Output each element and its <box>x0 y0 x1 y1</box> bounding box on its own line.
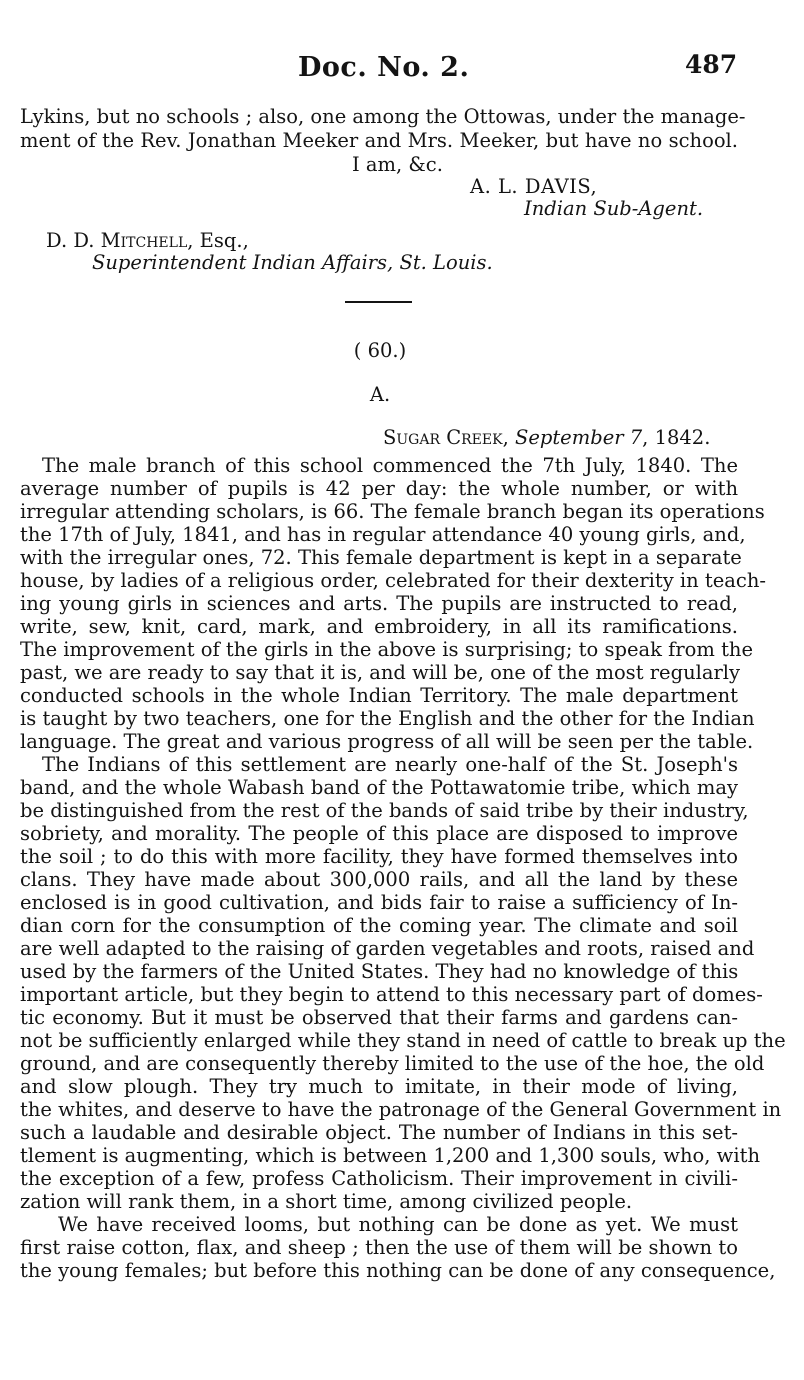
body-line: sobriety, and morality. The people of this place are disposed to improve <box>20 822 738 845</box>
body-line: enclosed is in good cultivation, and bids fair to raise a sufficiency of In- <box>20 891 738 914</box>
body-line: is taught by two teachers, one for the English and the other for the Indian <box>20 707 755 730</box>
body-line: house, by ladies of a religious order, celebrated for their dexterity in teach- <box>20 569 766 592</box>
body-line: ground, and are consequently thereby limited to the use of the hoe, the old <box>20 1052 765 1075</box>
page-header-title: Doc. No. 2. <box>298 52 470 83</box>
body-line: the soil ; to do this with more facility, they have formed themselves into <box>20 845 738 868</box>
body-line: We have received looms, but nothing can be done as yet. We must <box>58 1213 738 1236</box>
letter-line: Lykins, but no schools ; also, one among the Ottowas, under the manage- <box>20 105 746 128</box>
body-line: are well adapted to the raising of garden vegetables and roots, raised and <box>20 937 755 960</box>
body-line: with the irregular ones, 72. This female department is kept in a separate <box>20 546 742 569</box>
section-divider <box>345 301 412 303</box>
recipient-title: Superintendent Indian Affairs, St. Louis. <box>92 251 493 274</box>
body-line: ing young girls in sciences and arts. The pupils are instructed to read, <box>20 592 738 615</box>
body-line: the exception of a few, profess Catholicism. Their improvement in civili- <box>20 1167 738 1190</box>
body-line: such a laudable and desirable object. The number of Indians in this set- <box>20 1121 738 1144</box>
recipient-line <box>46 230 249 252</box>
recipient-suffix: , Esq., <box>187 229 249 252</box>
document-letter: A. <box>369 383 391 406</box>
body-line: The male branch of this school commenced the 7th July, 1840. The <box>42 454 738 477</box>
body-line: The improvement of the girls in the above is surprising; to speak from the <box>20 638 754 661</box>
letter-closing: I am, &c. <box>352 153 443 176</box>
body-line: be distinguished from the rest of the bands of said tribe by their industry, <box>20 799 749 822</box>
body-line: write, sew, knit, card, mark, and embroidery, in all its ramifications. <box>20 615 738 638</box>
body-line: first raise cotton, flax, and sheep ; then the use of them will be shown to <box>20 1236 738 1259</box>
body-line: clans. They have made about 300,000 rails, and all the land by these <box>20 868 738 891</box>
dateline-comma: , <box>502 426 515 449</box>
body-line: language. The great and various progress of all will be seen per the table. <box>20 730 754 753</box>
body-line: zation will rank them, in a short time, among civilized people. <box>20 1190 633 1213</box>
dateline-date: September 7 <box>514 426 643 449</box>
body-line: irregular attending scholars, is 66. The female branch began its operations <box>20 500 765 523</box>
signer-name: A. L. DAVIS, <box>470 175 598 198</box>
body-line: the 17th of July, 1841, and has in regular attendance 40 young girls, and, <box>20 523 746 546</box>
body-line: important article, but they begin to attend to this necessary part of domes- <box>20 983 763 1006</box>
body-line: band, and the whole Wabash band of the Pottawatomie tribe, which may <box>20 776 738 799</box>
page-number: 487 <box>685 50 738 79</box>
document-number: ( 60.) <box>353 339 407 362</box>
body-line: and slow plough. They try much to imitate, in their mode of living, <box>20 1075 738 1098</box>
body-line: conducted schools in the whole Indian Territory. The male department <box>20 684 738 707</box>
recipient-name: D. D. Mitchell <box>46 229 188 252</box>
dateline-year: , 1842. <box>642 426 711 449</box>
dateline-place: Sugar Creek <box>383 426 503 449</box>
body-line: past, we are ready to say that it is, and will be, one of the most regularly <box>20 661 741 684</box>
body-line: tic economy. But it must be observed that their farms and gardens can- <box>20 1006 738 1029</box>
body-line: the young females; but before this nothing can be done of any consequence, <box>20 1259 776 1282</box>
body-line: The Indians of this settlement are nearly one-half of the St. Joseph's <box>42 753 738 776</box>
body-line: dian corn for the consumption of the coming year. The climate and soil <box>20 914 738 937</box>
signer-title: Indian Sub-Agent. <box>524 197 704 220</box>
body-line: average number of pupils is 42 per day: the whole number, or with <box>20 477 738 500</box>
body-line: not be sufficiently enlarged while they stand in need of cattle to break up the <box>20 1029 786 1052</box>
body-line: the whites, and deserve to have the patronage of the General Government in <box>20 1098 782 1121</box>
letter-line: ment of the Rev. Jonathan Meeker and Mrs. Meeker, but have no school. <box>20 129 738 152</box>
body-line: tlement is augmenting, which is between 1,200 and 1,300 souls, who, with <box>20 1144 761 1167</box>
dateline <box>383 427 710 449</box>
body-line: used by the farmers of the United States. They had no knowledge of this <box>20 960 739 983</box>
